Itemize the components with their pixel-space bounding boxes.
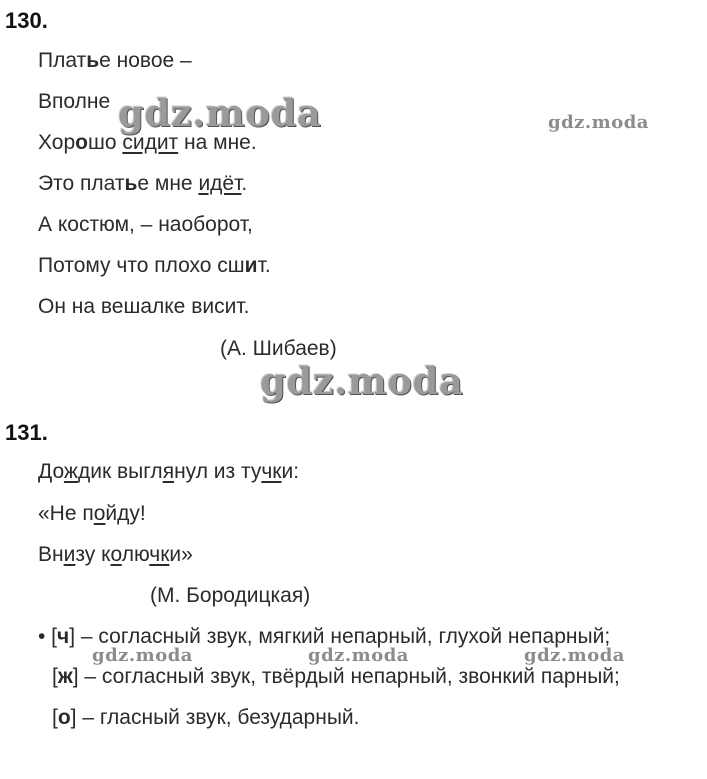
text-segment: Вн [38, 543, 64, 566]
exercise-130-line-1 [38, 49, 192, 73]
text-segment: А костюм, – наоборот, [38, 213, 253, 236]
text-segment: [ [52, 665, 58, 688]
text-segment: т. [257, 254, 271, 277]
text-segment: «Не п [38, 502, 94, 525]
text-segment: лю [121, 543, 150, 566]
text-segment: Потому что плохо сш [38, 254, 245, 277]
exercise-131-line-3 [38, 543, 193, 567]
text-segment: шо [87, 131, 123, 154]
underlined-text: я [162, 460, 175, 483]
watermark: gdz.moda [524, 645, 625, 666]
text-segment: (А. Шибаев) [220, 337, 337, 360]
underlined-text: чк [149, 543, 170, 566]
exercise-131-sound-o [52, 706, 360, 730]
watermark: gdz.moda [92, 645, 193, 666]
underlined-text: ж [63, 460, 78, 483]
exercise-131-author [150, 584, 310, 608]
watermark: gdz.moda [548, 112, 649, 133]
bold-letter: о [57, 706, 71, 729]
watermark: gdz.moda [308, 645, 409, 666]
bold-letter: ж [57, 665, 73, 688]
text-segment: е новое – [99, 49, 192, 72]
text-segment: Он на вешалке висит. [38, 295, 250, 318]
exercise-131-line-1 [38, 460, 299, 484]
text-segment: йду! [105, 502, 146, 525]
text-segment: зу к [75, 543, 111, 566]
text-segment: До [38, 460, 64, 483]
text-segment: на мне. [178, 131, 257, 154]
text-segment: нул из ту [174, 460, 262, 483]
text-segment: и» [169, 543, 193, 566]
text-segment: Вполне [38, 90, 111, 113]
underlined-text: сидит [122, 131, 179, 154]
exercise-130-author [220, 337, 337, 361]
text-segment: ] – согласный звук, твёрдый непарный, звонкий парный; [72, 665, 620, 688]
text-segment: Это плат [38, 172, 125, 195]
text-segment: • [ [38, 625, 58, 648]
text-segment: ] – согласный звук, мягкий непарный, глухой непарный; [69, 625, 611, 648]
underlined-text: и [63, 543, 76, 566]
text-segment: Хор [38, 131, 76, 154]
text-segment: ] – гласный звук, безударный. [70, 706, 360, 729]
text-segment: Плат [38, 49, 87, 72]
bold-letter: ч [57, 625, 70, 648]
text-segment: дик выгл [77, 460, 163, 483]
text-segment: [ [52, 706, 58, 729]
text-segment: (М. Бородицкая) [150, 584, 311, 607]
exercise-131-sound-zh [52, 665, 620, 689]
exercise-131-number: 131. [5, 420, 48, 445]
bold-letter: ь [124, 172, 138, 195]
underlined-text: чк [261, 460, 282, 483]
exercise-130-line-2 [38, 90, 110, 114]
underlined-text: о [93, 502, 106, 525]
underlined-text: о [110, 543, 122, 566]
watermark: gdz.moda [260, 359, 464, 403]
watermark: gdz.moda [118, 91, 322, 135]
exercise-130-line-7 [38, 295, 249, 319]
text-segment: . [241, 172, 248, 195]
text-segment: е мне [137, 172, 199, 195]
bold-letter: и [244, 254, 258, 277]
exercise-130-number: 130. [5, 8, 48, 33]
exercise-130-line-6 [38, 254, 271, 278]
exercise-130-line-5 [38, 213, 253, 237]
exercise-131-line-2 [38, 502, 146, 526]
bold-letter: ь [86, 49, 100, 72]
bold-letter: о [75, 131, 88, 154]
text-segment: и: [281, 460, 300, 483]
underlined-text: идёт [198, 172, 242, 195]
exercise-130-line-4 [38, 172, 247, 196]
